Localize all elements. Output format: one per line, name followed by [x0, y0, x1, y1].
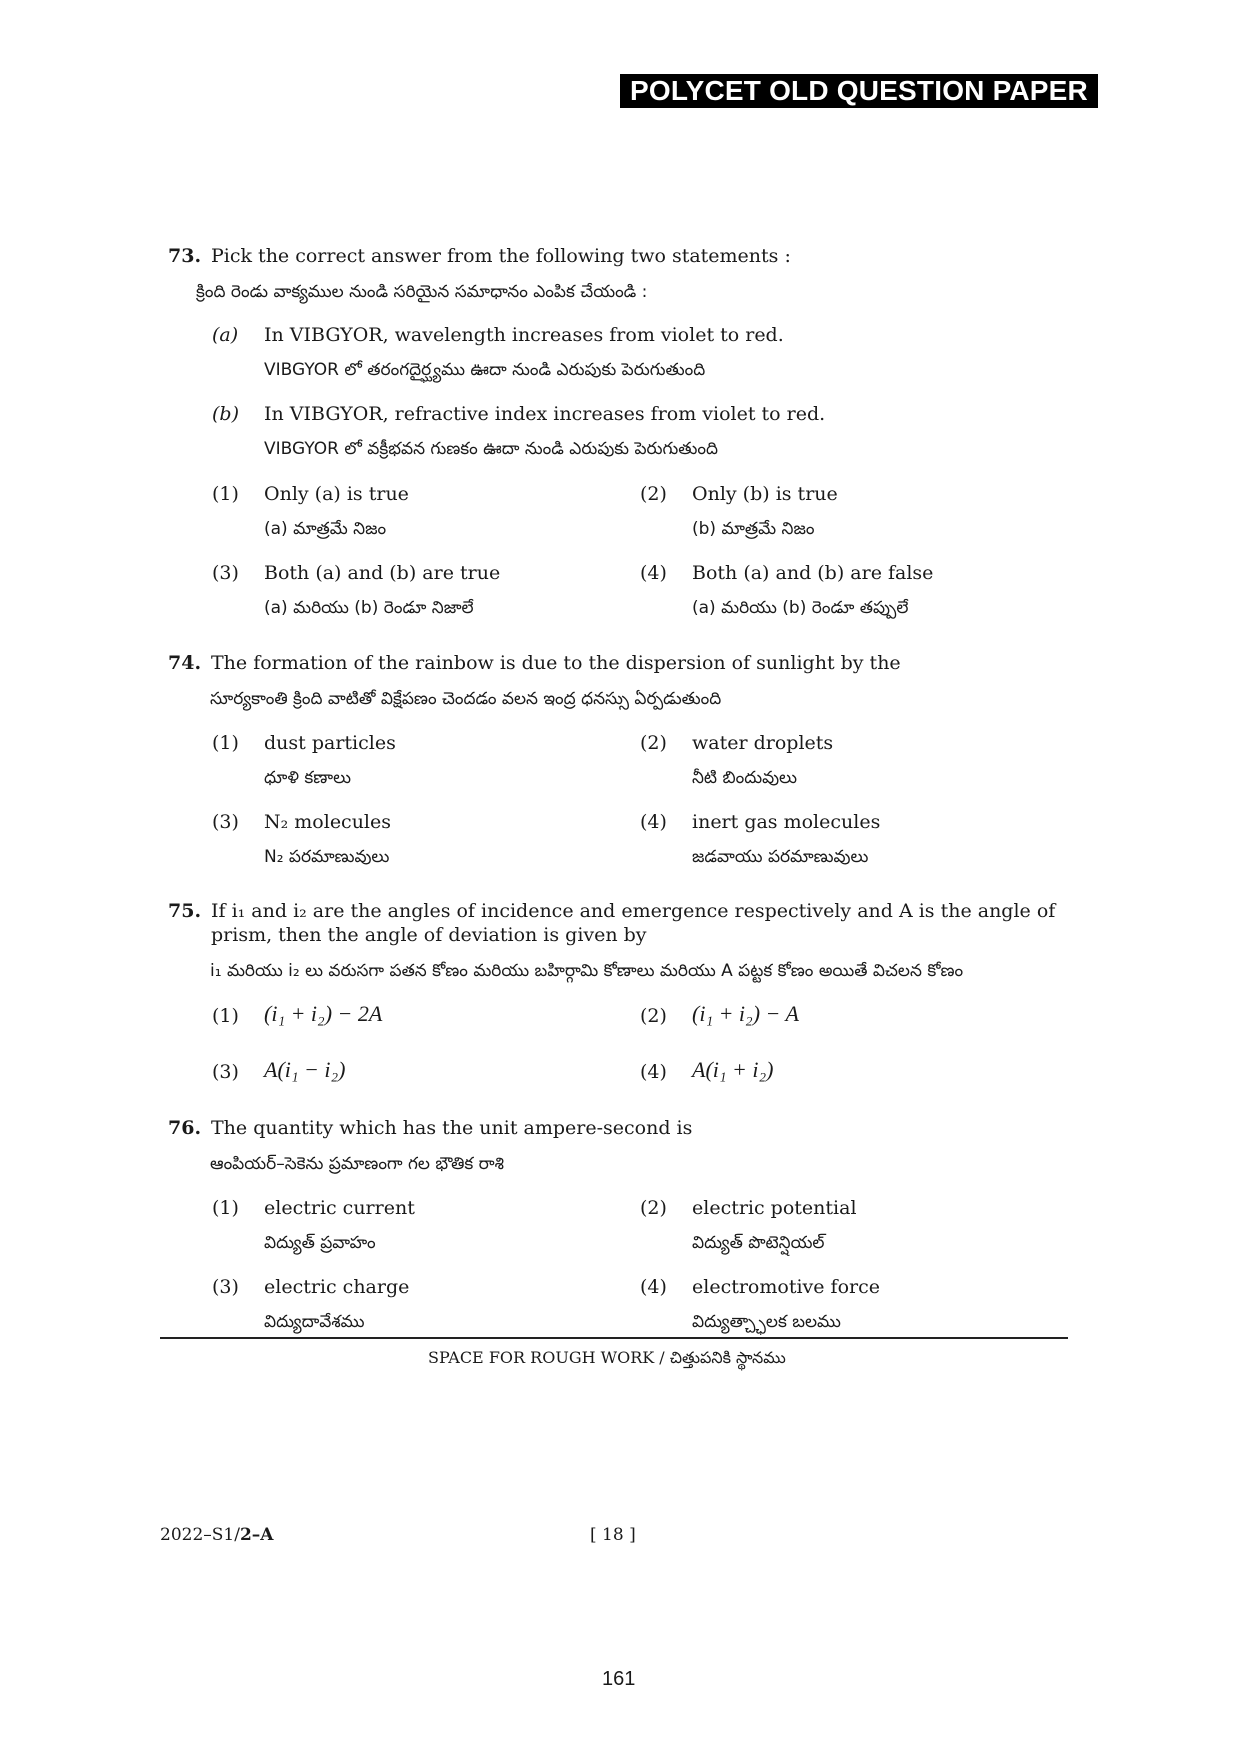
q75-number: 75. — [168, 900, 202, 922]
q76-number: 76. — [168, 1117, 202, 1139]
q73-option-4-num: (4) — [640, 562, 667, 584]
q73-option-4-te: (a) మరియు (b) రెండూ తప్పులే — [692, 598, 909, 618]
q74-option-4-num: (4) — [640, 811, 667, 833]
q74-option-2-te: నీటి బిందువులు — [692, 768, 797, 788]
q73-option-1-num: (1) — [212, 483, 239, 505]
q74-option-1-en: dust particles — [264, 732, 396, 754]
q74-number: 74. — [168, 652, 202, 674]
pdf-page-number: 161 — [602, 1668, 636, 1690]
q73-option-2-te: (b) మాత్రమే నిజం — [692, 519, 815, 539]
q74-option-3-en: N₂ molecules — [264, 811, 392, 833]
q76-text-en: The quantity which has the unit ampere-second is — [211, 1117, 693, 1139]
q73-statement-b-label: (b) — [212, 403, 239, 425]
q73-text-en: Pick the correct answer from the following two statements : — [211, 245, 791, 267]
q75-option-1-num: (1) — [212, 1005, 239, 1027]
q73-option-2-num: (2) — [640, 483, 667, 505]
q75-text-en-line2: prism, then the angle of deviation is given by — [211, 924, 647, 946]
q73-option-3-num: (3) — [212, 562, 239, 584]
q76-option-3-te: విద్యుదావేశము — [264, 1312, 365, 1332]
q76-option-2-en: electric potential — [692, 1197, 857, 1219]
q76-option-3-num: (3) — [212, 1276, 239, 1298]
q74-option-3-num: (3) — [212, 811, 239, 833]
paper-code — [160, 1525, 273, 1545]
q76-option-1-en: electric current — [264, 1197, 415, 1219]
header-banner: POLYCET OLD QUESTION PAPER — [620, 74, 1098, 108]
q74-text-en: The formation of the rainbow is due to the dispersion of sunlight by the — [211, 652, 901, 674]
q76-option-4-num: (4) — [640, 1276, 667, 1298]
q73-statement-a-en: In VIBGYOR, wavelength increases from violet to red. — [264, 324, 784, 346]
q75-option-4-formula: A(i₁ + i₂) — [692, 1057, 774, 1082]
q74-text-te: సూర్యకాంతి క్రింది వాటితో విక్షేపణం చెందడం వలన ఇంద్ర ధనస్సు ఏర్పడుతుంది — [210, 689, 722, 709]
q76-option-4-en: electromotive force — [692, 1276, 880, 1298]
q76-text-te: ఆంపియర్–సెకెను ప్రమాణంగా గల భౌతిక రాశి — [210, 1154, 504, 1174]
q73-statement-b-en: In VIBGYOR, refractive index increases from violet to red. — [264, 403, 826, 425]
q73-option-2-en: Only (b) is true — [692, 483, 838, 505]
q76-option-3-en: electric charge — [264, 1276, 410, 1298]
q75-option-4-num: (4) — [640, 1061, 667, 1083]
q76-option-2-num: (2) — [640, 1197, 667, 1219]
q75-option-2-formula: (i₁ + i₂) − A — [692, 1001, 799, 1026]
q74-option-2-en: water droplets — [692, 732, 834, 754]
rough-work-divider — [160, 1337, 1068, 1339]
q73-statement-a-label: (a) — [212, 324, 239, 346]
q73-number: 73. — [168, 245, 202, 267]
q75-text-en-line1: If i₁ and i₂ are the angles of incidence and emergence respectively and A is the angle of — [211, 900, 1056, 922]
q75-option-3-formula: A(i₁ − i₂) — [264, 1057, 346, 1082]
q73-statement-a-te: VIBGYOR లో తరంగదైర్ఘ్యము ఊదా నుండి ఎరుపుకు పెరుగుతుంది — [264, 360, 706, 380]
q73-text-te: క్రింది రెండు వాక్యముల నుండి సరియైన సమాధానం ఎంపిక చేయండి : — [196, 282, 648, 302]
q75-text-te: i₁ మరియు i₂ లు వరుసగా పతన కోణం మరియు బహిర్గామి కోణాలు మరియు A పట్టక కోణం అయితే విచలన కోణం — [210, 961, 964, 981]
q75-option-2-num: (2) — [640, 1005, 667, 1027]
q76-option-2-te: విద్యుత్ పొటెన్షియల్ — [692, 1233, 825, 1253]
q73-option-4-en: Both (a) and (b) are false — [692, 562, 934, 584]
q73-option-3-en: Both (a) and (b) are true — [264, 562, 501, 584]
q73-statement-b-te: VIBGYOR లో వక్రీభవన గుణకం ఊదా నుండి ఎరుపుకు పెరుగుతుంది — [264, 439, 719, 459]
q76-option-4-te: విద్యుత్చ్ఛాలక బలము — [692, 1312, 841, 1332]
paper-code-set: 2–A — [239, 1525, 274, 1545]
q74-option-4-te: జడవాయు పరమాణువులు — [692, 847, 869, 867]
q73-option-1-te: (a) మాత్రమే నిజం — [264, 519, 387, 539]
q76-option-1-te: విద్యుత్ ప్రవాహం — [264, 1233, 376, 1253]
page-bracket-number: [ 18 ] — [590, 1525, 636, 1545]
q75-option-1-formula: (i₁ + i₂) − 2A — [264, 1001, 383, 1026]
q76-option-1-num: (1) — [212, 1197, 239, 1219]
q74-option-3-te: N₂ పరమాణువులు — [264, 847, 390, 867]
q74-option-4-en: inert gas molecules — [692, 811, 881, 833]
rough-work-label: SPACE FOR ROUGH WORK / చిత్తుపనికి స్థానము — [428, 1348, 786, 1367]
q75-option-3-num: (3) — [212, 1061, 239, 1083]
q74-option-2-num: (2) — [640, 732, 667, 754]
q74-option-1-num: (1) — [212, 732, 239, 754]
q74-option-1-te: ధూళి కణాలు — [264, 768, 352, 788]
paper-code-prefix: 2022–S1/ — [160, 1525, 240, 1545]
q73-option-3-te: (a) మరియు (b) రెండూ నిజాలే — [264, 598, 474, 618]
q73-option-1-en: Only (a) is true — [264, 483, 409, 505]
